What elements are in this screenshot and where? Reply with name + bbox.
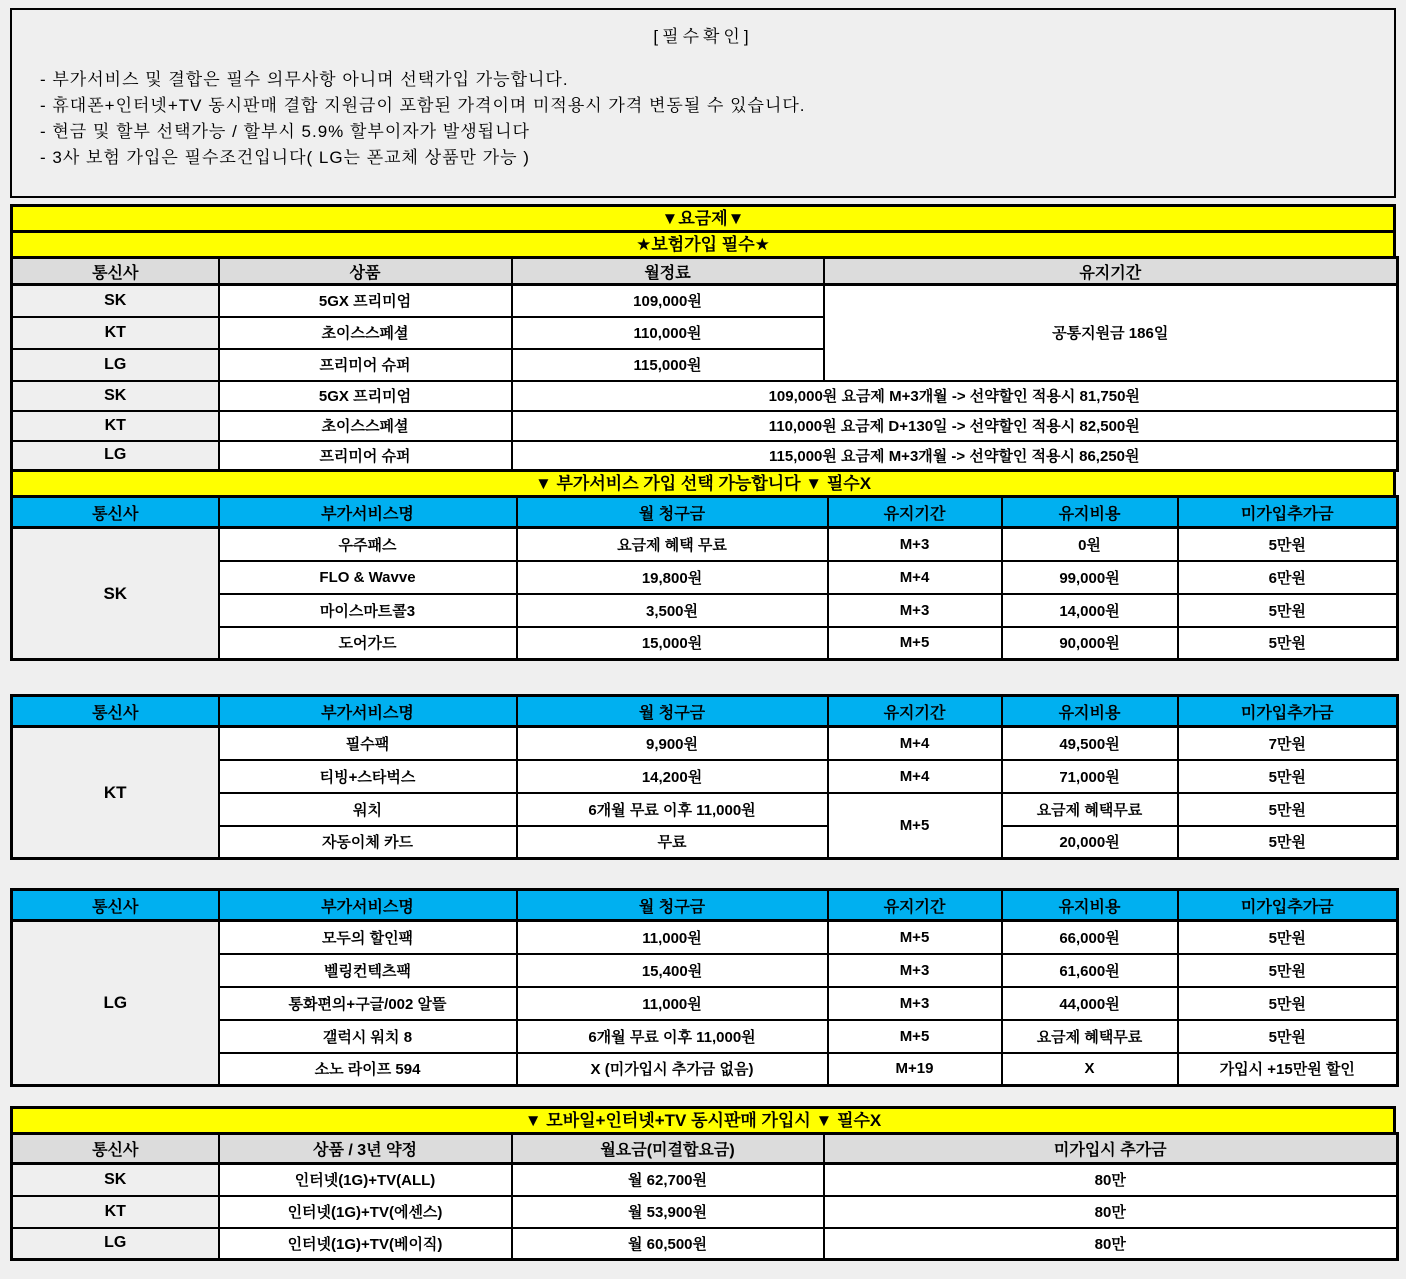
discount-detail-cell: 109,000원 요금제 M+3개월 -> 선약할인 적용시 81,750원 xyxy=(512,381,1398,411)
addon-name-cell: 도어가드 xyxy=(219,627,517,660)
penalty-cell: 가입시 +15만원 할인 xyxy=(1178,1053,1398,1086)
monthly-charge-cell: 19,800원 xyxy=(517,561,828,594)
penalty-cell: 5만원 xyxy=(1178,921,1398,954)
monthly-charge-cell: 무료 xyxy=(517,826,828,859)
table-row xyxy=(12,381,1398,411)
table-header-row xyxy=(12,890,1398,921)
addon-name-cell: 워치 xyxy=(219,793,517,826)
maintain-period-cell: M+3 xyxy=(828,528,1002,561)
maintain-period-cell: M+5 xyxy=(828,793,1002,859)
carrier-cell: LG xyxy=(12,921,219,1086)
maintain-period-cell: M+4 xyxy=(828,760,1002,793)
penalty-cell: 6만원 xyxy=(1178,561,1398,594)
col-header-addon-name: 부가서비스명 xyxy=(219,696,517,727)
table-row xyxy=(12,561,1398,594)
notice-box xyxy=(10,8,1396,198)
col-header-maintain-period: 유지기간 xyxy=(828,890,1002,921)
notice-line: - 3사 보험 가입은 필수조건입니다( LG는 폰교체 상품만 가능 ) xyxy=(40,148,530,167)
addon-name-cell: 우주패스 xyxy=(219,528,517,561)
banner-rate-plan: ▼요금제▼ xyxy=(10,204,1396,233)
penalty-cell: 5만원 xyxy=(1178,627,1398,660)
table-row xyxy=(12,1164,1398,1196)
table-row xyxy=(12,921,1398,954)
table-row xyxy=(12,727,1398,760)
fee-cell: 109,000원 xyxy=(512,285,824,317)
col-header-addon-name: 부가서비스명 xyxy=(219,497,517,528)
banner-insurance-required: ★보험가입 필수★ xyxy=(10,230,1396,259)
monthly-charge-cell: 6개월 무료 이후 11,000원 xyxy=(517,1020,828,1053)
col-header-monthly: 월요금(미결합요금) xyxy=(512,1134,824,1164)
col-header-penalty: 미가입시 추가금 xyxy=(824,1134,1398,1164)
table-row xyxy=(12,760,1398,793)
table-row xyxy=(12,793,1398,826)
monthly-fee-cell: 월 60,500원 xyxy=(512,1228,824,1260)
notice-title: [필수확인] xyxy=(653,27,753,46)
rate-plan-table xyxy=(10,256,1399,472)
table-row xyxy=(12,1020,1398,1053)
discount-detail-cell: 115,000원 요금제 M+3개월 -> 선약할인 적용시 86,250원 xyxy=(512,441,1398,471)
carrier-cell: KT xyxy=(12,1196,219,1228)
table-row xyxy=(12,285,1398,317)
col-header-monthly-charge: 월 청구금 xyxy=(517,696,828,727)
addon-name-cell: 필수팩 xyxy=(219,727,517,760)
maintain-period-cell: M+4 xyxy=(828,727,1002,760)
carrier-cell: KT xyxy=(12,411,219,441)
monthly-charge-cell: 요금제 혜택 무료 xyxy=(517,528,828,561)
col-header-penalty: 미가입추가금 xyxy=(1178,696,1398,727)
kt-addon-section xyxy=(10,694,1396,860)
maintain-period-cell: M+5 xyxy=(828,1020,1002,1053)
product-cell: 5GX 프리미엄 xyxy=(219,285,512,317)
product-cell: 인터넷(1G)+TV(에센스) xyxy=(219,1196,512,1228)
addon-name-cell: 소노 라이프 594 xyxy=(219,1053,517,1086)
col-header-carrier: 통신사 xyxy=(12,890,219,921)
col-header-carrier: 통신사 xyxy=(12,1134,219,1164)
col-header-maintain-period: 유지기간 xyxy=(824,258,1398,285)
maintain-period-cell: M+4 xyxy=(828,561,1002,594)
addon-name-cell: FLO & Wavve xyxy=(219,561,517,594)
penalty-cell: 80만 xyxy=(824,1228,1398,1260)
maintain-cost-cell: X xyxy=(1002,1053,1178,1086)
table-row xyxy=(12,954,1398,987)
col-header-maintain-cost: 유지비용 xyxy=(1002,497,1178,528)
addon-table-lg xyxy=(10,888,1399,1087)
product-cell: 프리미어 슈퍼 xyxy=(219,441,512,471)
monthly-charge-cell: 14,200원 xyxy=(517,760,828,793)
table-header-row xyxy=(12,1134,1398,1164)
fee-cell: 110,000원 xyxy=(512,317,824,349)
maintain-cost-cell: 20,000원 xyxy=(1002,826,1178,859)
col-header-maintain-period: 유지기간 xyxy=(828,497,1002,528)
penalty-cell: 5만원 xyxy=(1178,528,1398,561)
maintain-cost-cell: 61,600원 xyxy=(1002,954,1178,987)
maintain-cost-cell: 90,000원 xyxy=(1002,627,1178,660)
maintain-cost-cell: 66,000원 xyxy=(1002,921,1178,954)
table-row xyxy=(12,411,1398,441)
maintain-cost-cell: 요금제 혜택무료 xyxy=(1002,1020,1178,1053)
penalty-cell: 5만원 xyxy=(1178,826,1398,859)
product-cell: 5GX 프리미엄 xyxy=(219,381,512,411)
maintain-note-cell: 공통지원금 186일 xyxy=(824,285,1398,381)
maintain-cost-cell: 요금제 혜택무료 xyxy=(1002,793,1178,826)
col-header-penalty: 미가입추가금 xyxy=(1178,497,1398,528)
addon-name-cell: 모두의 할인팩 xyxy=(219,921,517,954)
maintain-period-cell: M+5 xyxy=(828,921,1002,954)
notice-line: - 부가서비스 및 결합은 필수 의무사항 아니며 선택가입 가능합니다. xyxy=(40,70,569,89)
table-row xyxy=(12,987,1398,1020)
maintain-period-cell: M+3 xyxy=(828,987,1002,1020)
bundle-section xyxy=(10,1106,1396,1261)
maintain-cost-cell: 44,000원 xyxy=(1002,987,1178,1020)
monthly-charge-cell: 15,000원 xyxy=(517,627,828,660)
col-header-monthly-charge: 월 청구금 xyxy=(517,497,828,528)
col-header-product: 상품 / 3년 약정 xyxy=(219,1134,512,1164)
lg-addon-section xyxy=(10,888,1396,1087)
col-header-carrier: 통신사 xyxy=(12,497,219,528)
maintain-period-cell: M+3 xyxy=(828,954,1002,987)
carrier-cell: KT xyxy=(12,317,219,349)
addon-table-kt xyxy=(10,694,1399,860)
table-row xyxy=(12,826,1398,859)
carrier-cell: KT xyxy=(12,727,219,859)
col-header-penalty: 미가입추가금 xyxy=(1178,890,1398,921)
monthly-fee-cell: 월 53,900원 xyxy=(512,1196,824,1228)
maintain-cost-cell: 49,500원 xyxy=(1002,727,1178,760)
col-header-monthly-charge: 월 청구금 xyxy=(517,890,828,921)
fee-cell: 115,000원 xyxy=(512,349,824,381)
monthly-charge-cell: 6개월 무료 이후 11,000원 xyxy=(517,793,828,826)
product-cell: 초이스스페셜 xyxy=(219,411,512,441)
maintain-period-cell: M+19 xyxy=(828,1053,1002,1086)
monthly-charge-cell: X (미가입시 추가금 없음) xyxy=(517,1053,828,1086)
penalty-cell: 5만원 xyxy=(1178,954,1398,987)
penalty-cell: 5만원 xyxy=(1178,793,1398,826)
maintain-cost-cell: 0원 xyxy=(1002,528,1178,561)
banner-bundle-notice: ▼ 모바일+인터넷+TV 동시판매 가입시 ▼ 필수X xyxy=(10,1106,1396,1135)
notice-line: - 휴대폰+인터넷+TV 동시판매 결합 지원금이 포함된 가격이며 미적용시 가격 변동될 수 있습니다. xyxy=(40,96,806,115)
addon-name-cell: 마이스마트콜3 xyxy=(219,594,517,627)
notice-line: - 현금 및 할부 선택가능 / 할부시 5.9% 할부이자가 발생됩니다 xyxy=(40,122,530,141)
table-row xyxy=(12,1228,1398,1260)
product-cell: 초이스스페셜 xyxy=(219,317,512,349)
table-header-row xyxy=(12,696,1398,727)
penalty-cell: 5만원 xyxy=(1178,760,1398,793)
penalty-cell: 5만원 xyxy=(1178,594,1398,627)
addon-name-cell: 갤럭시 워치 8 xyxy=(219,1020,517,1053)
addon-name-cell: 자동이체 카드 xyxy=(219,826,517,859)
banner-addon-notice: ▼ 부가서비스 가입 선택 가능합니다 ▼ 필수X xyxy=(10,469,1396,498)
col-header-maintain-period: 유지기간 xyxy=(828,696,1002,727)
col-header-product: 상품 xyxy=(219,258,512,285)
monthly-charge-cell: 11,000원 xyxy=(517,987,828,1020)
table-row xyxy=(12,1053,1398,1086)
table-row xyxy=(12,594,1398,627)
table-header-row xyxy=(12,258,1398,285)
carrier-cell: SK xyxy=(12,1164,219,1196)
monthly-charge-cell: 11,000원 xyxy=(517,921,828,954)
monthly-charge-cell: 3,500원 xyxy=(517,594,828,627)
bundle-table xyxy=(10,1132,1399,1261)
monthly-fee-cell: 월 62,700원 xyxy=(512,1164,824,1196)
table-row xyxy=(12,441,1398,471)
discount-detail-cell: 110,000원 요금제 D+130일 -> 선약할인 적용시 82,500원 xyxy=(512,411,1398,441)
notice-lines xyxy=(40,67,1394,171)
col-header-addon-name: 부가서비스명 xyxy=(219,890,517,921)
addon-name-cell: 티빙+스타벅스 xyxy=(219,760,517,793)
carrier-cell: LG xyxy=(12,1228,219,1260)
table-row xyxy=(12,528,1398,561)
addon-name-cell: 벨링컨텍츠팩 xyxy=(219,954,517,987)
col-header-monthly-fee: 월정료 xyxy=(512,258,824,285)
maintain-cost-cell: 99,000원 xyxy=(1002,561,1178,594)
maintain-cost-cell: 14,000원 xyxy=(1002,594,1178,627)
col-header-maintain-cost: 유지비용 xyxy=(1002,696,1178,727)
product-cell: 인터넷(1G)+TV(베이직) xyxy=(219,1228,512,1260)
carrier-cell: LG xyxy=(12,441,219,471)
addon-name-cell: 통화편의+구글/002 알뜰 xyxy=(219,987,517,1020)
carrier-cell: LG xyxy=(12,349,219,381)
maintain-cost-cell: 71,000원 xyxy=(1002,760,1178,793)
penalty-cell: 80만 xyxy=(824,1164,1398,1196)
penalty-cell: 7만원 xyxy=(1178,727,1398,760)
carrier-cell: SK xyxy=(12,285,219,317)
table-header-row xyxy=(12,497,1398,528)
monthly-charge-cell: 15,400원 xyxy=(517,954,828,987)
col-header-maintain-cost: 유지비용 xyxy=(1002,890,1178,921)
col-header-carrier: 통신사 xyxy=(12,258,219,285)
col-header-carrier: 통신사 xyxy=(12,696,219,727)
penalty-cell: 5만원 xyxy=(1178,987,1398,1020)
addon-table-sk xyxy=(10,495,1399,661)
carrier-cell: SK xyxy=(12,381,219,411)
table-row xyxy=(12,627,1398,660)
table-row xyxy=(12,1196,1398,1228)
maintain-period-cell: M+3 xyxy=(828,594,1002,627)
monthly-charge-cell: 9,900원 xyxy=(517,727,828,760)
penalty-cell: 5만원 xyxy=(1178,1020,1398,1053)
rate-plan-section xyxy=(10,204,1396,661)
product-cell: 인터넷(1G)+TV(ALL) xyxy=(219,1164,512,1196)
penalty-cell: 80만 xyxy=(824,1196,1398,1228)
carrier-cell: SK xyxy=(12,528,219,660)
product-cell: 프리미어 슈퍼 xyxy=(219,349,512,381)
maintain-period-cell: M+5 xyxy=(828,627,1002,660)
